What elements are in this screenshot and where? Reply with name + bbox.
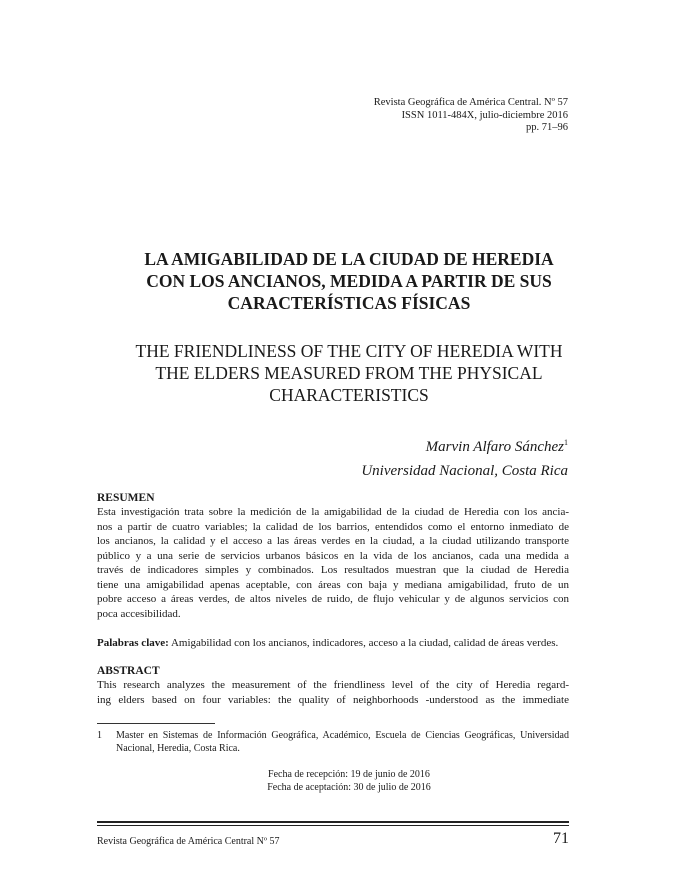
abstract-line: ing elders based on four variables: the quality of neighborhoods -understood as the immediate xyxy=(97,693,569,706)
accepted-date: Fecha de aceptación: 30 de julio de 2016 xyxy=(267,781,431,793)
author-block xyxy=(361,431,568,483)
author-affiliation: Universidad Nacional, Costa Rica xyxy=(361,463,568,479)
abstract-section xyxy=(97,664,569,707)
journal-header xyxy=(374,97,568,135)
resumen-text xyxy=(97,505,569,621)
abstract-heading: ABSTRACT xyxy=(97,665,160,677)
title-spanish xyxy=(0,248,698,314)
footer-divider xyxy=(97,825,569,826)
abstract-text xyxy=(97,678,569,707)
footer-journal: Revista Geográfica de América Central Nº 57 xyxy=(97,836,280,847)
title-en-line: CHARACTERISTICS xyxy=(269,385,429,405)
keywords-label: Palabras clave: xyxy=(97,637,169,649)
page-range: pp. 71–96 xyxy=(526,122,568,133)
title-es-line: LA AMIGABILIDAD DE LA CIUDAD DE HEREDIA xyxy=(144,249,554,269)
resumen-line: Esta investigación trata sobre la medición de la amigabilidad de la ciudad de Heredia con los ancia- xyxy=(97,506,569,518)
resumen-line: tiene una amigabilidad apenas aceptable, con áreas con baja y mediana amigabilidad, fruto de un xyxy=(97,578,569,591)
title-english xyxy=(0,340,698,406)
resumen-line: público y a una serie de servicios urbanos básicos en la vida de los ancianos, cada una medida a xyxy=(97,549,569,562)
title-es-line: CARACTERÍSTICAS FÍSICAS xyxy=(227,293,471,313)
footer-divider xyxy=(97,821,569,823)
journal-name: Revista Geográfica de América Central. Nº 57 xyxy=(373,97,568,108)
footnote-number: 1 xyxy=(97,730,102,741)
footnote-line: Master en Sistemas de Información Geográfica, Académico, Escuela de Ciencias Geográficas, Universidad xyxy=(116,730,569,741)
title-en-line: THE FRIENDLINESS OF THE CITY OF HEREDIA WITH xyxy=(135,341,563,361)
title-es-line: CON LOS ANCIANOS, MEDIDA A PARTIR DE SUS xyxy=(146,271,552,291)
footnote-divider xyxy=(97,723,215,724)
footnote-line: Nacional, Heredia, Costa Rica. xyxy=(116,742,240,754)
resumen-line: nos a partir de cuatro variables; la calidad de los barrios, entendidos como el entorno inmediato de xyxy=(97,520,569,533)
resumen-section xyxy=(97,491,569,621)
title-en-line: THE ELDERS MEASURED FROM THE PHYSICAL xyxy=(155,363,543,383)
abstract-line: This research analyzes the measurement of the friendliness level of the city of Heredia regard- xyxy=(97,679,569,691)
resumen-heading: RESUMEN xyxy=(97,492,155,504)
resumen-line: poca accesibilidad. xyxy=(97,607,181,620)
page-number: 71 xyxy=(553,830,569,847)
resumen-line: los ancianos, la calidad y el acceso a las áreas verdes en la ciudad, a la ciudad utilizando transporte xyxy=(97,535,569,547)
author-name xyxy=(361,431,568,459)
author-name-text: Marvin Alfaro Sánchez xyxy=(425,439,564,455)
issn-line: ISSN 1011-484X, julio-diciembre 2016 xyxy=(401,109,568,121)
footnote xyxy=(97,730,569,755)
author-footnote-mark: 1 xyxy=(564,438,568,447)
resumen-line: pobre acceso a áreas verdes, de altos niveles de ruido, de flujo vehicular y de algunos servicios con xyxy=(97,593,569,605)
submission-dates xyxy=(0,769,698,794)
keywords xyxy=(97,636,569,651)
keywords-text: Amigabilidad con los ancianos, indicadores, acceso a la ciudad, calidad de áreas verdes. xyxy=(168,637,559,649)
resumen-line: través de indicadores simples y combinados. Los resultados muestran que la ciudad de Heredia xyxy=(97,564,569,576)
received-date: Fecha de recepción: 19 de junio de 2016 xyxy=(268,769,430,780)
